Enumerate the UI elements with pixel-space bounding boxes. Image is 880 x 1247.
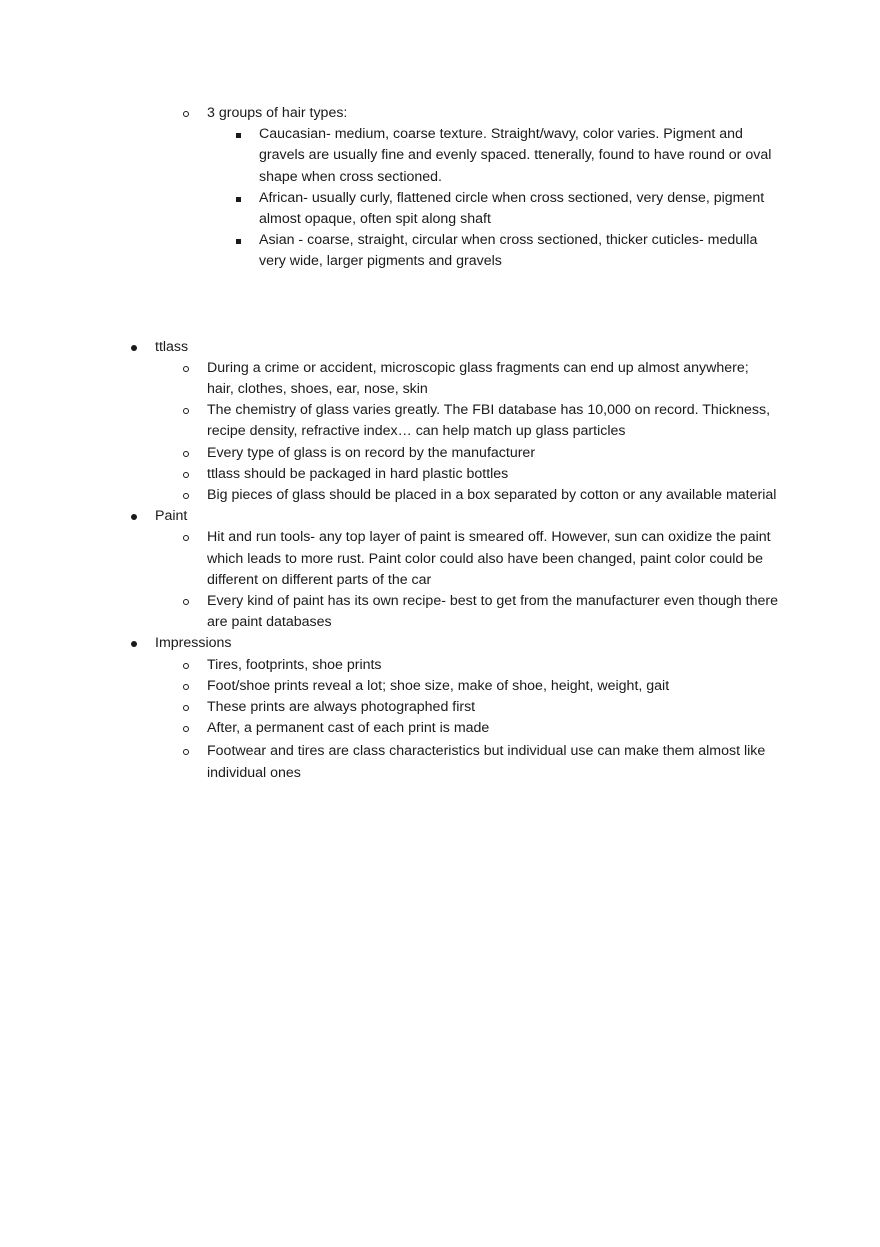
list-item [0, 485, 880, 506]
section-heading: ttlass [155, 338, 189, 355]
list-item [0, 358, 880, 400]
hair-type-text: Asian - coarse, straight, circular when cross sectioned, thicker cuticles- medulla very wide, larger pigments and gravels [259, 232, 758, 270]
hollow-circle-bullet-icon [180, 103, 192, 124]
hair-types-intro: 3 groups of hair types: [207, 105, 348, 121]
list-item [0, 464, 880, 485]
square-bullet-icon [232, 188, 244, 209]
hollow-circle-bullet-icon [180, 591, 192, 612]
list-item [0, 655, 880, 676]
hair-types-item [0, 103, 880, 124]
section-heading: Impressions [155, 635, 232, 652]
list-item [0, 400, 880, 442]
hollow-circle-bullet-icon [180, 527, 192, 548]
list-item-text: Every type of glass is on record by the manufacturer [207, 444, 536, 461]
section-heading-item [0, 633, 880, 654]
section-heading-item [0, 506, 880, 527]
square-bullet-icon [232, 230, 244, 251]
document-content [0, 103, 880, 784]
section-heading: Paint [155, 508, 188, 525]
square-bullet-icon [232, 124, 244, 145]
list-item-text: Big pieces of glass should be placed in a box separated by cotton or any available material [207, 487, 777, 504]
blank-gap [0, 273, 880, 337]
hollow-circle-bullet-icon [180, 443, 192, 464]
hollow-circle-bullet-icon [180, 485, 192, 506]
list-item-text: Foot/shoe prints reveal a lot; shoe size, make of shoe, height, weight, gait [207, 677, 670, 694]
list-item [0, 676, 880, 697]
hollow-circle-bullet-icon [180, 676, 192, 697]
list-item [0, 527, 880, 591]
hair-type-item [0, 124, 880, 188]
list-item-text: After, a permanent cast of each print is made [207, 720, 490, 737]
hair-type-item [0, 188, 880, 230]
hollow-circle-bullet-icon [180, 464, 192, 485]
hollow-circle-bullet-icon [180, 718, 192, 739]
list-item-text: During a crime or accident, microscopic glass fragments can end up almost anywhere; hair, clothes, shoes, ear, nose, skin [207, 359, 749, 398]
list-item [0, 443, 880, 464]
list-item-text: Hit and run tools- any top layer of paint is smeared off. However, sun can oxidize the paint which leads to more rust. Paint color could also have been changed, paint color could be different on different parts of the car [207, 529, 771, 588]
hair-type-item [0, 230, 880, 272]
hollow-circle-bullet-icon [180, 400, 192, 421]
list-item [0, 697, 880, 718]
filled-bullet-icon [128, 506, 140, 527]
hollow-circle-bullet-icon [180, 358, 192, 379]
list-item-text: The chemistry of glass varies greatly. The FBI database has 10,000 on record. Thickness, recipe density, refractive index… can help match up glass particles [207, 402, 771, 440]
list-item [0, 591, 880, 633]
filled-bullet-icon [128, 337, 140, 358]
list-item [0, 741, 880, 783]
list-item-text: Footwear and tires are class characteristics but individual use can make them almost like individual ones [207, 743, 766, 781]
hollow-circle-bullet-icon [180, 741, 192, 762]
filled-bullet-icon [128, 633, 140, 654]
hollow-circle-bullet-icon [180, 655, 192, 676]
list-item-text: Tires, footprints, shoe prints [207, 656, 382, 673]
hair-type-text: African- usually curly, flattened circle when cross sectioned, very dense, pigment almost opaque, often spit along shaft [259, 189, 765, 228]
hair-type-text: Caucasian- medium, coarse texture. Straight/wavy, color varies. Pigment and gravels are usually fine and evenly spaced. ttenerally, found to have round or oval shape when cross sectioned. [259, 126, 772, 185]
section-heading-item [0, 337, 880, 358]
list-item-text: ttlass should be packaged in hard plastic bottles [207, 465, 509, 482]
list-item-text: These prints are always photographed first [207, 699, 476, 716]
list-item-text: Every kind of paint has its own recipe- best to get from the manufacturer even though there are paint databases [207, 593, 778, 631]
hollow-circle-bullet-icon [180, 697, 192, 718]
list-item [0, 718, 880, 739]
